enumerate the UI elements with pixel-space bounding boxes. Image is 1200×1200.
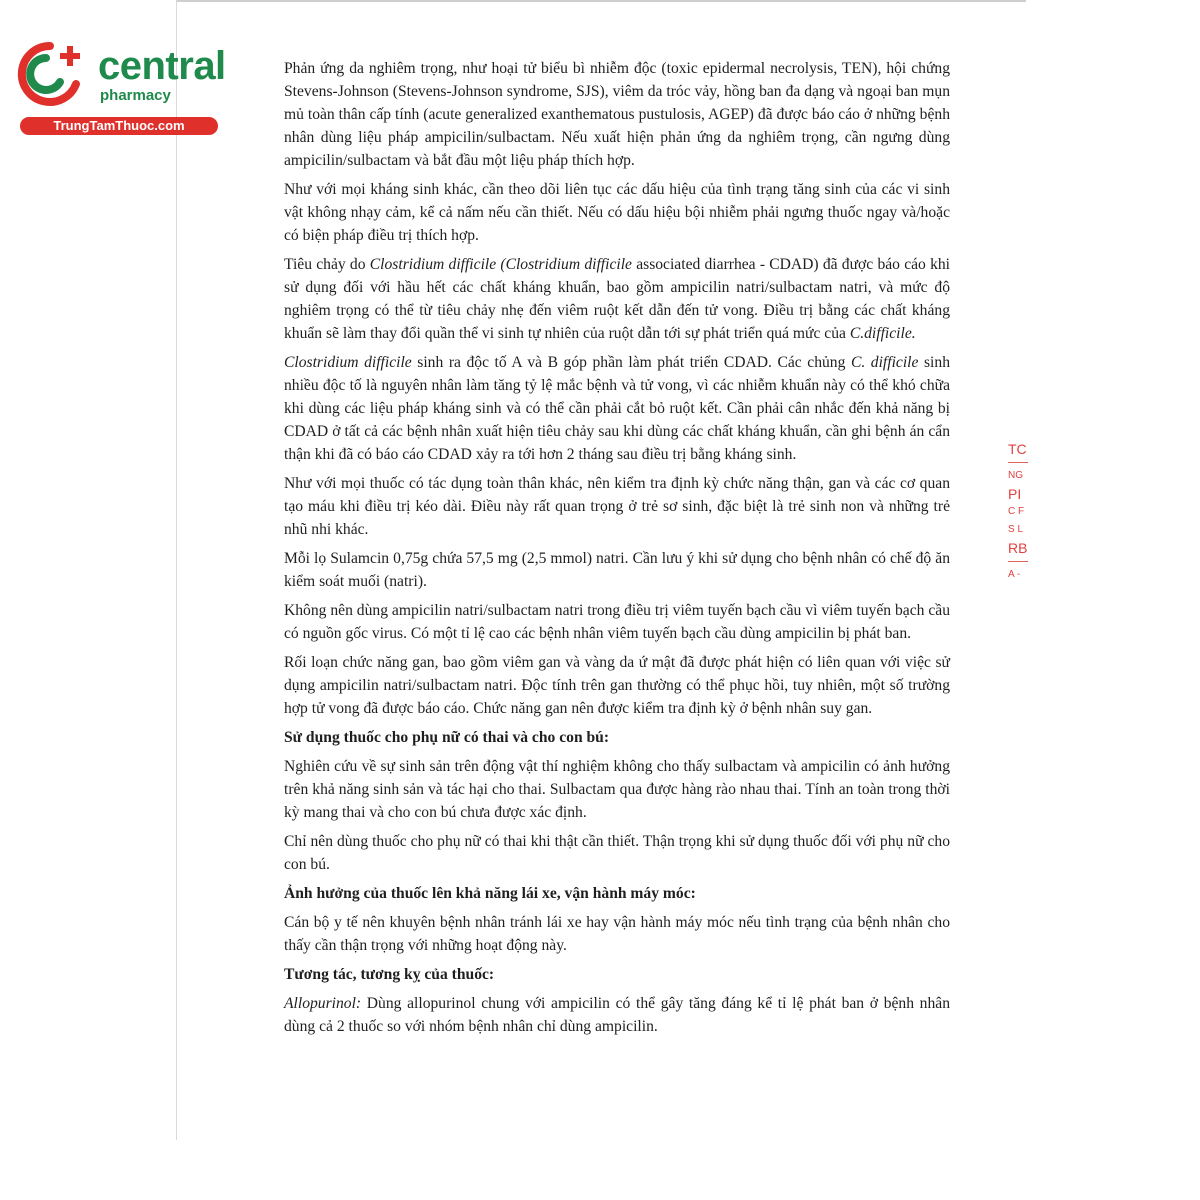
- logo-site-badge: TrungTamThuoc.com: [20, 117, 218, 135]
- paragraph: Như với mọi kháng sinh khác, cần theo dõi liên tục các dấu hiệu của tình trạng tăng sinh của các vi sinh vật không nhạy cảm, kể cả nấm nếu cần thiết. Nếu có dấu hiệu bội nhiễm phải ngưng thuốc ngay và/hoặc có biện pháp điều trị thích hợp.: [284, 181, 950, 244]
- logo-mark-icon: [10, 38, 90, 108]
- paragraph: Như với mọi thuốc có tác dụng toàn thân khác, nên kiểm tra định kỳ chức năng thận, gan và các cơ quan tạo máu khi điều trị kéo dài. Điều này rất quan trọng ở trẻ sơ sinh, đặc biệt là trẻ sinh non và những trẻ nhũ nhi khác.: [284, 475, 950, 538]
- paragraph: Allopurinol: Dùng allopurinol chung với ampicilin có thể gây tăng đáng kể tỉ lệ phát ban ở bệnh nhân dùng cả 2 thuốc so với nhóm bệnh nhân chỉ dùng ampicilin.: [284, 995, 950, 1035]
- paragraph: Clostridium difficile sinh ra độc tố A và B góp phần làm phát triển CDAD. Các chủng C. difficile sinh nhiều độc tố là nguyên nhân làm tăng tỷ lệ mắc bệnh và tử vong, vì các nhiễm khuẩn này có thể khó chữa khi dùng các liệu pháp kháng sinh và có thể cần phải cắt bỏ ruột kết. Cần phải cân nhắc đến khả năng bị CDAD ở tất cả các bệnh nhân xuất hiện tiêu chảy sau khi dùng các chất kháng khuẩn, cần ghi bệnh án cẩn thận khi đã có báo cáo CDAD xảy ra tới hơn 2 tháng sau điều trị bằng kháng sinh.: [284, 354, 950, 463]
- paragraph: Cán bộ y tế nên khuyên bệnh nhân tránh lái xe hay vận hành máy móc nếu tình trạng của bệnh nhân cho thấy cần thận trọng với những hoạt động này.: [284, 914, 950, 954]
- paragraph: Phản ứng da nghiêm trọng, như hoại tử biểu bì nhiễm độc (toxic epidermal necrolysis, TEN), hội chứng Stevens-Johnson (Stevens-Johnson syndrome, SJS), viêm da tróc vảy, hồng ban đa dạng và ngoại ban mụn mủ toàn thân cấp tính (acute generalized exanthematous pustulosis, AGEP) đã được báo cáo ở những bệnh nhân dùng liệu pháp ampicilin/sulbactam. Nếu xuất hiện phản ứng da nghiêm trọng, cần ngưng dùng ampicilin/sulbactam và bắt đầu một liệu pháp thích hợp.: [284, 60, 950, 169]
- section-heading: Sử dụng thuốc cho phụ nữ có thai và cho con bú:: [284, 729, 610, 746]
- section-heading: Tương tác, tương kỵ của thuốc:: [284, 966, 495, 983]
- paragraph: Nghiên cứu về sự sinh sản trên động vật thí nghiệm không cho thấy sulbactam và ampicilin có ảnh hưởng trên khả năng sinh sản và tác hại cho thai. Sulbactam qua được hàng rào nhau thai. Tính an toàn trong thời kỳ mang thai và cho con bú chưa được xác định.: [284, 758, 950, 821]
- stamp-text: TC: [1008, 441, 1027, 457]
- paragraph: Chỉ nên dùng thuốc cho phụ nữ có thai khi thật cần thiết. Thận trọng khi sử dụng thuốc đối với phụ nữ cho con bú.: [284, 833, 950, 873]
- central-pharmacy-logo[interactable]: [10, 38, 226, 138]
- paragraph: Tiêu chảy do Clostridium difficile (Clostridium difficile associated diarrhea - CDAD) đã được báo cáo khi sử dụng đối với hầu hết các chất kháng khuẩn, bao gồm ampicilin natri/sulbactam natri, và mức độ nghiêm trọng có thể từ tiêu chảy nhẹ đến viêm ruột kết dẫn đến tử vong. Điều trị bằng các chất kháng khuẩn sẽ làm thay đổi quần thể vi sinh tự nhiên của ruột dẫn tới sự phát triển quá mức của C.difficile.: [284, 256, 950, 342]
- section-heading: Ảnh hưởng của thuốc lên khả năng lái xe, vận hành máy móc:: [284, 885, 696, 902]
- stamp-text: NG: [1008, 470, 1023, 481]
- stamp-text: S L: [1008, 524, 1024, 535]
- paragraph: Rối loạn chức năng gan, bao gồm viêm gan và vàng da ứ mật đã được phát hiện có liên quan với việc sử dụng ampicilin natri/sulbactam natri. Độc tính trên gan thường có thể phục hồi, tuy nhiên, một số trường hợp tử vong đã được báo cáo. Chức năng gan nên được kiểm tra định kỳ ở bệnh nhân suy gan.: [284, 654, 950, 717]
- page-left-edge: [176, 0, 177, 1140]
- stamp-text: PI: [1008, 486, 1022, 502]
- stamp-text: C F: [1008, 506, 1025, 517]
- paragraph: Không nên dùng ampicilin natri/sulbactam natri trong điều trị viêm tuyến bạch cầu vì viêm tuyến bạch cầu có nguồn gốc virus. Có một tỉ lệ cao các bệnh nhân viêm tuyến bạch cầu dùng ampicilin bị phát ban.: [284, 602, 950, 642]
- logo-subtitle: pharmacy: [100, 87, 171, 104]
- stamp-divider: [1008, 561, 1028, 562]
- side-stamp: [1008, 440, 1030, 600]
- page-top-rule: [176, 0, 1026, 2]
- stamp-text: A -: [1008, 569, 1021, 580]
- stamp-text: RB: [1008, 540, 1028, 556]
- stamp-divider: [1008, 462, 1028, 463]
- document-body: [284, 57, 950, 1044]
- logo-wordmark: central: [98, 44, 226, 88]
- paragraph: Mỗi lọ Sulamcin 0,75g chứa 57,5 mg (2,5 mmol) natri. Cần lưu ý khi sử dụng cho bệnh nhân có chế độ ăn kiểm soát muối (natri).: [284, 550, 950, 590]
